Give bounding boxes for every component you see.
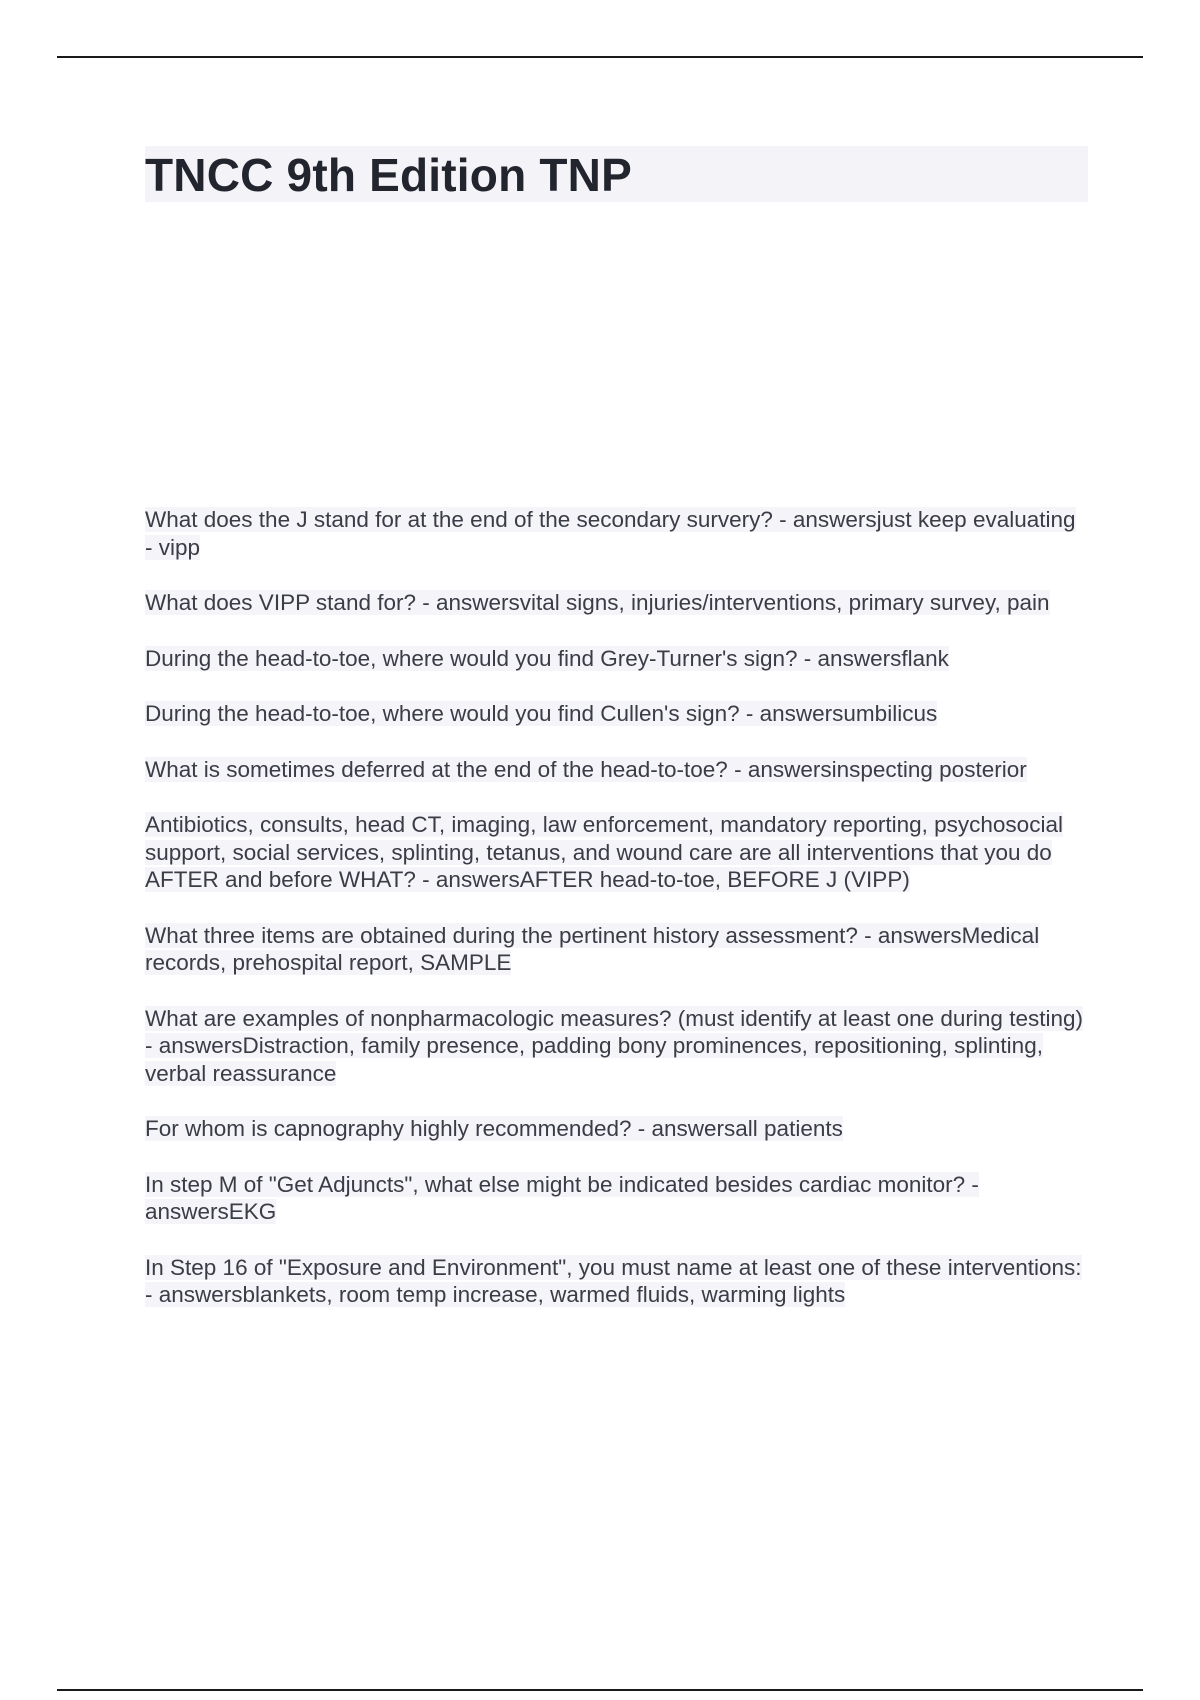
qa-item bbox=[145, 811, 1085, 894]
qa-item bbox=[145, 700, 1085, 728]
qa-item bbox=[145, 922, 1085, 977]
header-rule bbox=[57, 56, 1143, 58]
qa-text: What does the J stand for at the end of the secondary survery? - answersjust keep evaluating - vipp bbox=[145, 507, 1076, 560]
qa-item bbox=[145, 1254, 1085, 1309]
qa-text: For whom is capnography highly recommended? - answersall patients bbox=[145, 1116, 843, 1141]
qa-text: Antibiotics, consults, head CT, imaging, law enforcement, mandatory reporting, psychosocial support, social services, splinting, tetanus, and wound care are all interventions that you do AFTER and before WHAT? - answersAFTER head-to-toe, BEFORE J (VIPP) bbox=[145, 812, 1063, 892]
qa-item bbox=[145, 645, 1085, 673]
qa-item bbox=[145, 589, 1085, 617]
qa-text: What three items are obtained during the pertinent history assessment? - answersMedical records, prehospital report, SAMPLE bbox=[145, 922, 1040, 975]
qa-item bbox=[145, 756, 1085, 784]
qa-text: What is sometimes deferred at the end of the head-to-toe? - answersinspecting posterior bbox=[145, 756, 1027, 782]
qa-item bbox=[145, 1005, 1085, 1088]
qa-text: In Step 16 of "Exposure and Environment", you must name at least one of these interventions: - answersblankets, room temp increase, warmed fluids, warming lights bbox=[145, 1254, 1082, 1307]
page-title: TNCC 9th Edition TNP bbox=[145, 149, 632, 201]
footer-rule bbox=[57, 1689, 1143, 1691]
qa-text: What does VIPP stand for? - answersvital signs, injuries/interventions, primary survey, pain bbox=[145, 590, 1050, 615]
qa-item bbox=[145, 1171, 1085, 1226]
qa-text: What are examples of nonpharmacologic measures? (must identify at least one during testing) - answersDistraction, family presence, padding bony prominences, repositioning, splinting, verbal reassurance bbox=[145, 1005, 1083, 1086]
qa-text: In step M of "Get Adjuncts", what else might be indicated besides cardiac monitor? - answersEKG bbox=[145, 1171, 979, 1224]
qa-item bbox=[145, 1115, 1085, 1143]
qa-list bbox=[145, 506, 1085, 1337]
qa-text: During the head-to-toe, where would you find Grey-Turner's sign? - answersflank bbox=[145, 645, 949, 671]
qa-text: During the head-to-toe, where would you find Cullen's sign? - answersumbilicus bbox=[145, 701, 938, 726]
qa-item bbox=[145, 506, 1085, 561]
title-block bbox=[145, 146, 1088, 202]
